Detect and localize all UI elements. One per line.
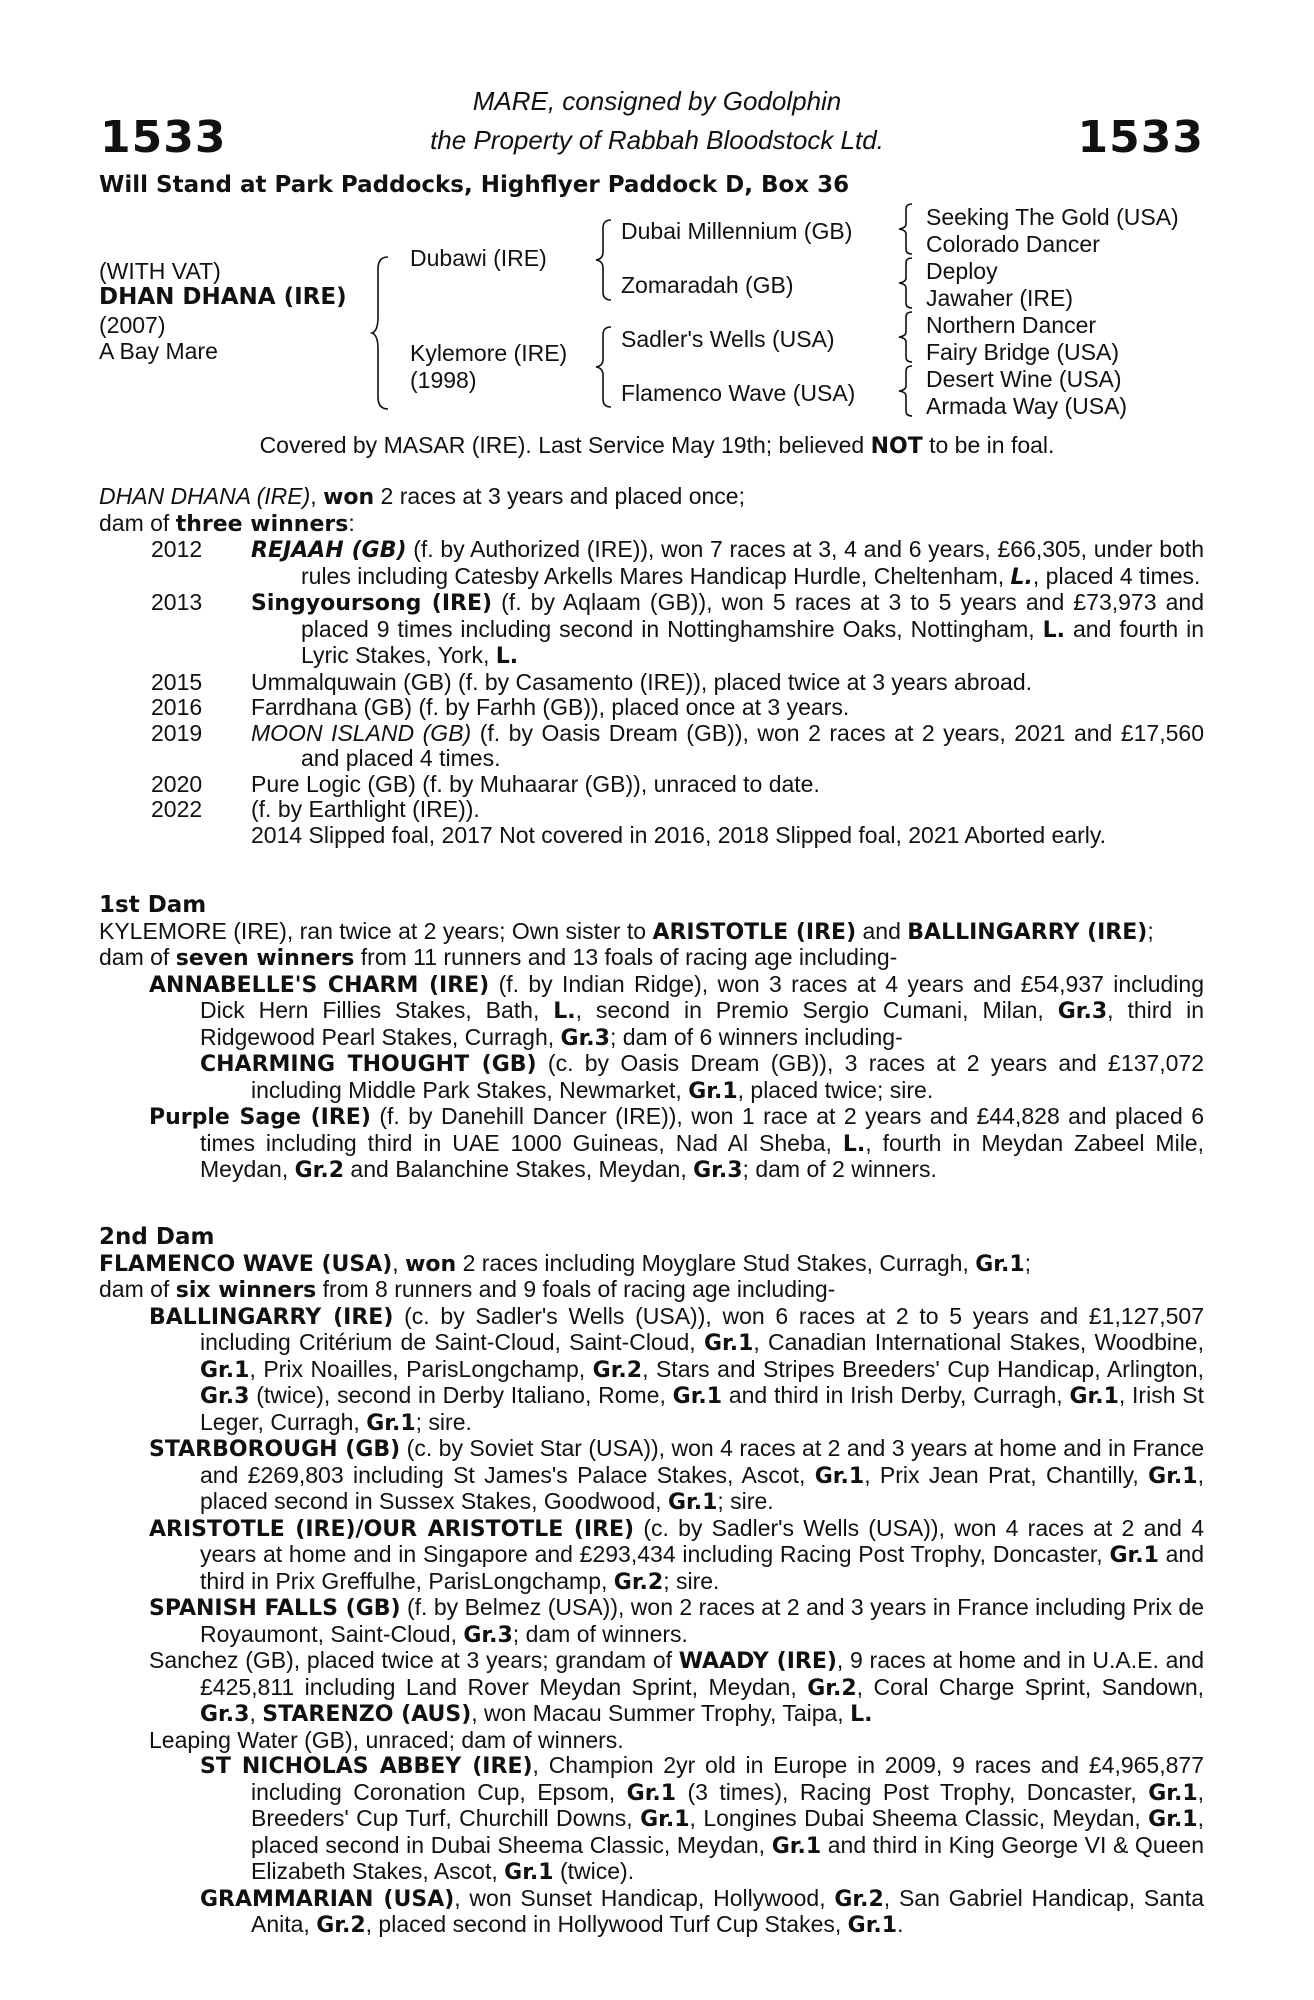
text: , Stars and Stripes Breeders' Cup Handicap, Arlington, <box>642 1355 1204 1382</box>
produce-tail: , placed 4 times. <box>1032 562 1201 589</box>
produce-row <box>99 695 1204 721</box>
race-grade: Gr.2 <box>807 1675 857 1701</box>
text: , Canadian International Stakes, Woodbine, <box>753 1329 1204 1355</box>
colon: : <box>348 509 355 536</box>
produce-row <box>99 590 1204 670</box>
text: ; <box>1147 917 1154 944</box>
text: ; dam of winners. <box>512 1620 688 1647</box>
stand-location: Will Stand at Park Paddocks, Highflyer Paddock D, Box 36 <box>99 172 850 198</box>
text: ; <box>1024 1249 1032 1276</box>
race-grade: Gr.3 <box>560 1025 610 1051</box>
horse-name: ANNABELLE'S CHARM (IRE) <box>149 972 490 998</box>
text: , Irish St Leger, Curragh, <box>200 1382 1204 1435</box>
race-grade: Gr.1 <box>200 1357 250 1383</box>
race-grade: L. <box>553 999 576 1024</box>
text: , placed twice; sire. <box>737 1076 934 1103</box>
text: (f. by Danehill Dancer (IRE)), won 1 race at 2 years and £44,828 and placed 6 times including third in UAE 1000 Guineas, Nad Al Sheba, <box>200 1103 1204 1156</box>
race-grade: Gr.1 <box>688 1078 738 1104</box>
produce-year <box>99 823 251 849</box>
race-grade: Gr.1 <box>504 1860 554 1885</box>
produce-year: 2015 <box>151 668 203 695</box>
text: ; dam of 2 winners. <box>742 1156 937 1182</box>
text: , Prix Jean Prat, Chantilly, <box>864 1461 1149 1488</box>
text: and Balanchine Stakes, Meydan, <box>344 1156 694 1182</box>
text: (twice), second in Derby Italiano, Rome, <box>249 1382 673 1408</box>
sire-dam-sire: Deploy <box>926 258 998 284</box>
text: ; sire. <box>663 1567 720 1594</box>
horse-name: ST NICHOLAS ABBEY (IRE) <box>200 1754 533 1779</box>
race-grade: Gr.1 <box>1148 1463 1198 1489</box>
race-grade: Gr.1 <box>672 1384 723 1409</box>
horse-name: WAADY (IRE) <box>678 1649 837 1674</box>
sire-sire-sire: Seeking The Gold (USA) <box>926 204 1179 230</box>
text: (c. by Sadler's Wells (USA)), won 4 races at 2 and 4 years at home and in Singapore and £293,434 including Racing Post Trophy, Doncaster, <box>200 1514 1204 1567</box>
text: , placed second in Hollywood Turf Cup Stakes, <box>365 1911 848 1937</box>
mare-name: DHAN DHANA (IRE) <box>99 483 311 509</box>
first-dam-heading: 1st Dam <box>99 892 207 918</box>
text: (f. by Belmez (USA)), won 2 races at 2 and 3 years in France including Prix de Royaumont, Saint-Cloud, <box>200 1594 1204 1647</box>
won-label: won <box>323 485 375 510</box>
text: KYLEMORE (IRE), ran twice at 2 years; Own sister to <box>99 917 653 944</box>
progeny-entry <box>99 1516 1204 1596</box>
text: , won Sunset Handicap, Hollywood, <box>454 1884 835 1911</box>
text: , placed second in Dubai Sheema Classic, Meydan, <box>251 1805 1204 1858</box>
horse-name: Purple Sage (IRE) <box>149 1105 371 1130</box>
dam-year: (1998) <box>410 367 477 393</box>
horse-year: (2007) <box>99 312 166 338</box>
text: , Breeders' Cup Turf, Churchill Downs, <box>251 1778 1205 1831</box>
text: , second in Premio Sergio Cumani, Milan, <box>575 997 1058 1023</box>
consignor-line-1: MARE, consigned by Godolphin <box>472 86 842 116</box>
progeny-entry <box>99 1753 1204 1886</box>
text: (3 times), Racing Post Trophy, Doncaster, <box>676 1778 1149 1805</box>
winners-count: three winners <box>175 511 349 537</box>
lot-number-right: 1533 <box>1077 112 1204 163</box>
text: and <box>856 917 908 944</box>
gen3-brace-2 <box>895 256 915 310</box>
first-dam-section <box>99 893 1204 1184</box>
race-grade: L. <box>850 1702 873 1727</box>
text: , third in Ridgewood Pearl Stakes, Curragh, <box>200 997 1204 1050</box>
dam-dam-sire: Desert Wine (USA) <box>926 366 1122 392</box>
sire-sire-dam: Colorado Dancer <box>926 231 1100 257</box>
text: Sanchez (GB), placed twice at 3 years; grandam of <box>149 1647 679 1673</box>
produce-detail: (f. by Oasis Dream (GB)), won 2 races at 2 years, 2021 and £17,560 and placed 4 times. <box>301 719 1204 771</box>
consignor-line-2: the Property of Rabbah Bloodstock Ltd. <box>430 125 884 155</box>
race-grade: Gr.3 <box>200 1384 250 1409</box>
text: (c. by Oasis Dream (GB)), 3 races at 2 years and £137,072 including Middle Park Stakes, Newmarket, <box>251 1050 1204 1103</box>
horse-name: FLAMENCO WAVE (USA) <box>99 1251 393 1277</box>
race-grade: Gr.1 <box>975 1251 1025 1277</box>
race-grade: Gr.2 <box>834 1886 884 1912</box>
second-dam-heading: 2nd Dam <box>99 1224 215 1250</box>
produce-year: 2019 <box>151 719 203 746</box>
race-grade: Gr.2 <box>316 1913 366 1938</box>
horse-description: A Bay Mare <box>99 338 218 364</box>
progeny-entry <box>99 1304 1204 1437</box>
produce-name: REJAAH (GB) <box>251 538 407 563</box>
gen3-brace-4 <box>895 364 915 418</box>
produce-text: Farrdhana (GB) (f. by Farhh (GB)), placed once at 3 years. <box>251 694 850 720</box>
won-label: won <box>405 1251 457 1277</box>
text: , Longines Dubai Sheema Classic, Meydan, <box>689 1805 1149 1831</box>
progeny-entry <box>99 1886 1204 1939</box>
horse-name: STARENZO (AUS) <box>262 1702 472 1727</box>
dam-sire: Sadler's Wells (USA) <box>621 326 835 352</box>
sire-dam-brace <box>370 255 392 411</box>
race-grade: Gr.3 <box>200 1702 250 1727</box>
text: ; sire. <box>415 1408 472 1435</box>
produce-name: Singyoursong (IRE) <box>251 591 493 616</box>
second-dam-summary <box>99 1251 1204 1278</box>
progeny-entry <box>99 1595 1204 1648</box>
horse-name: BALLINGARRY (IRE) <box>149 1304 394 1330</box>
race-grade: Gr.2 <box>294 1158 345 1183</box>
text: and third in Prix Greffulhe, ParisLongchamp, <box>200 1541 1204 1594</box>
mare-record: 2 races at 3 years and placed once; <box>374 483 745 509</box>
sire: Dubawi (IRE) <box>410 245 547 271</box>
progeny-entry: Leaping Water (GB), unraced; dam of winners. <box>149 1726 624 1753</box>
race-grade: L. <box>842 1131 866 1157</box>
text: , placed second in Sussex Stakes, Goodwood, <box>200 1461 1204 1514</box>
horse-name: STARBOROUGH (GB) <box>149 1437 401 1462</box>
winners-count: six winners <box>175 1278 317 1303</box>
text: (c. by Sadler's Wells (USA)), won 6 races at 2 to 5 years and £1,127,507 including Critérium de Saint-Cloud, Saint-Cloud, <box>200 1302 1204 1355</box>
text: and third in Irish Derby, Curragh, <box>722 1382 1070 1408</box>
consignor-block <box>0 82 1314 160</box>
progeny-entry <box>99 1648 1204 1728</box>
lot-number-left: 1533 <box>100 112 227 163</box>
listed-label: L. <box>1042 617 1066 643</box>
horse-name: ARISTOTLE (IRE)/OUR ARISTOTLE (IRE) <box>149 1516 635 1542</box>
race-grade: Gr.3 <box>693 1158 743 1183</box>
race-grade: Gr.1 <box>667 1490 718 1515</box>
sire-dam: Zomaradah (GB) <box>621 272 794 298</box>
dam-sire-dam: Fairy Bridge (USA) <box>926 339 1119 365</box>
produce-row <box>99 823 1204 849</box>
race-grade: Gr.2 <box>613 1569 664 1595</box>
text: (c. by Soviet Star (USA)), won 4 races at 2 and 3 years at home and in France and £269,803 including St James's Palace Stakes, Ascot, <box>200 1435 1205 1488</box>
listed-label: L. <box>1010 564 1033 590</box>
progeny-entry <box>99 1051 1204 1104</box>
race-grade: Gr.1 <box>1148 1807 1198 1832</box>
dam-dam: Flamenco Wave (USA) <box>621 380 856 406</box>
produce-year: 2020 <box>151 770 203 797</box>
produce-text <box>251 590 1204 670</box>
horse-name: GRAMMARIAN (USA) <box>200 1886 455 1912</box>
race-grade: Gr.1 <box>640 1807 690 1832</box>
covering-not: NOT <box>870 434 923 459</box>
text: (twice). <box>553 1858 635 1884</box>
produce-name: MOON ISLAND (GB) <box>251 719 472 746</box>
sire-sire: Dubai Millennium (GB) <box>621 218 853 244</box>
produce-section <box>99 484 1204 848</box>
first-dam-dam-of <box>99 945 1204 972</box>
race-grade: Gr.3 <box>1057 999 1108 1024</box>
race-grade: Gr.1 <box>626 1780 677 1806</box>
text: dam of <box>99 1276 176 1302</box>
produce-year: 2012 <box>151 536 203 562</box>
produce-detail: (f. by Aqlaam (GB)), won 5 races at 3 to 5 years and £73,973 and placed 9 times including second in Nottinghamshire Oaks, Nottingham, <box>301 589 1204 642</box>
text: , San Gabriel Handicap, Santa Anita, <box>251 1884 1204 1937</box>
progeny-entry <box>99 1104 1204 1184</box>
produce-year: 2013 <box>151 589 203 615</box>
produce-year: 2016 <box>151 694 203 720</box>
progeny-entry <box>99 1436 1204 1516</box>
race-grade: Gr.1 <box>771 1833 822 1859</box>
dam-line-brace <box>593 325 615 409</box>
race-grade: Gr.3 <box>463 1622 513 1648</box>
winners-count: seven winners <box>175 946 355 971</box>
race-grade: Gr.1 <box>847 1913 898 1938</box>
horse-name: CHARMING THOUGHT (GB) <box>200 1052 537 1077</box>
produce-text <box>251 537 1204 590</box>
text: . <box>897 1911 904 1937</box>
horse-name: ARISTOTLE (IRE) <box>652 919 857 945</box>
horse-name: BALLINGARRY (IRE) <box>907 919 1148 945</box>
text: (f. by Indian Ridge), won 3 races at 4 years and £54,937 including Dick Hern Fillies Stakes, Bath, <box>200 970 1204 1023</box>
produce-row <box>99 670 1204 696</box>
race-grade: Gr.1 <box>366 1410 416 1436</box>
dam-sire-sire: Northern Dancer <box>926 312 1097 338</box>
dam-of-line <box>99 511 1204 538</box>
produce-text: Pure Logic (GB) (f. by Muhaarar (GB)), unraced to date. <box>251 770 820 797</box>
comma: , <box>310 483 317 509</box>
text: 2 races including Moyglare Stud Stakes, Curragh, <box>456 1249 976 1276</box>
text: from 8 runners and 9 foals of racing age including- <box>316 1276 836 1302</box>
text: , <box>392 1249 406 1276</box>
text: , 9 races at home and in U.A.E. and £425,811 including Land Rover Meydan Sprint, Meydan, <box>200 1647 1204 1700</box>
text: , Prix Noailles, ParisLongchamp, <box>249 1355 593 1382</box>
dam-of-label: dam of <box>99 509 176 536</box>
race-grade: Gr.1 <box>703 1331 754 1356</box>
produce-row <box>99 537 1204 590</box>
text: dam of <box>99 944 176 970</box>
second-dam-section <box>99 1225 1204 1939</box>
race-grade: Gr.2 <box>592 1357 643 1383</box>
produce-text: Ummalquwain (GB) (f. by Casamento (IRE)), placed twice at 3 years abroad. <box>251 668 1033 695</box>
text: from 11 runners and 13 foals of racing age including- <box>354 944 898 970</box>
second-dam-dam-of <box>99 1277 1204 1304</box>
produce-text: 2014 Slipped foal, 2017 Not covered in 2016, 2018 Slipped foal, 2021 Aborted early. <box>251 821 1107 848</box>
first-dam-summary <box>99 919 1204 946</box>
produce-text: (f. by Earthlight (IRE)). <box>251 796 480 822</box>
produce-row <box>99 797 1204 823</box>
produce-detail: (f. by Authorized (IRE)), won 7 races at 3, 4 and 6 years, £66,305, under both rules including Catesby Arkells Mares Handicap Hurdle, Cheltenham, <box>301 536 1204 589</box>
text: , won Macau Summer Trophy, Taipa, <box>471 1700 851 1726</box>
listed-label: L. <box>495 644 519 669</box>
text: , Champion 2yr old in Europe in 2009, 9 races and £4,965,877 including Coronation Cup, Epsom, <box>251 1752 1204 1805</box>
text: ; sire. <box>717 1488 774 1514</box>
horse-name: SPANISH FALLS (GB) <box>149 1596 401 1621</box>
race-grade: Gr.1 <box>1109 1543 1159 1568</box>
sire-dam-dam: Jawaher (IRE) <box>926 285 1073 311</box>
text: , Coral Charge Sprint, Sandown, <box>856 1673 1204 1700</box>
dam: Kylemore (IRE) <box>410 340 568 366</box>
text: , <box>249 1700 263 1726</box>
text: , fourth in Meydan Zabeel Mile, Meydan, <box>200 1129 1204 1182</box>
produce-row <box>99 772 1204 798</box>
vat-note: (WITH VAT) <box>99 258 221 284</box>
race-grade: Gr.1 <box>1069 1384 1119 1409</box>
race-grade: Gr.1 <box>814 1463 865 1489</box>
sire-line-brace <box>593 218 615 302</box>
mare-summary <box>99 484 1204 511</box>
gen3-brace-1 <box>895 202 915 256</box>
covering-tail: to be in foal. <box>922 432 1055 458</box>
race-grade: Gr.1 <box>1148 1780 1198 1806</box>
text: ; dam of 6 winners including- <box>609 1023 903 1050</box>
text: and third in King George VI & Queen Elizabeth Stakes, Ascot, <box>251 1831 1204 1884</box>
produce-text <box>251 721 1204 772</box>
produce-detail-2: and fourth in Lyric Stakes, York, <box>301 615 1205 668</box>
produce-year: 2022 <box>151 796 203 822</box>
dam-dam-dam: Armada Way (USA) <box>926 393 1128 419</box>
covering-text: Covered by MASAR (IRE). Last Service May 19th; believed <box>259 432 871 458</box>
covering-note <box>0 432 1314 459</box>
produce-row <box>99 721 1204 772</box>
gen3-brace-3 <box>895 310 915 364</box>
progeny-entry <box>99 972 1204 1052</box>
horse-name: DHAN DHANA (IRE) <box>99 284 347 310</box>
